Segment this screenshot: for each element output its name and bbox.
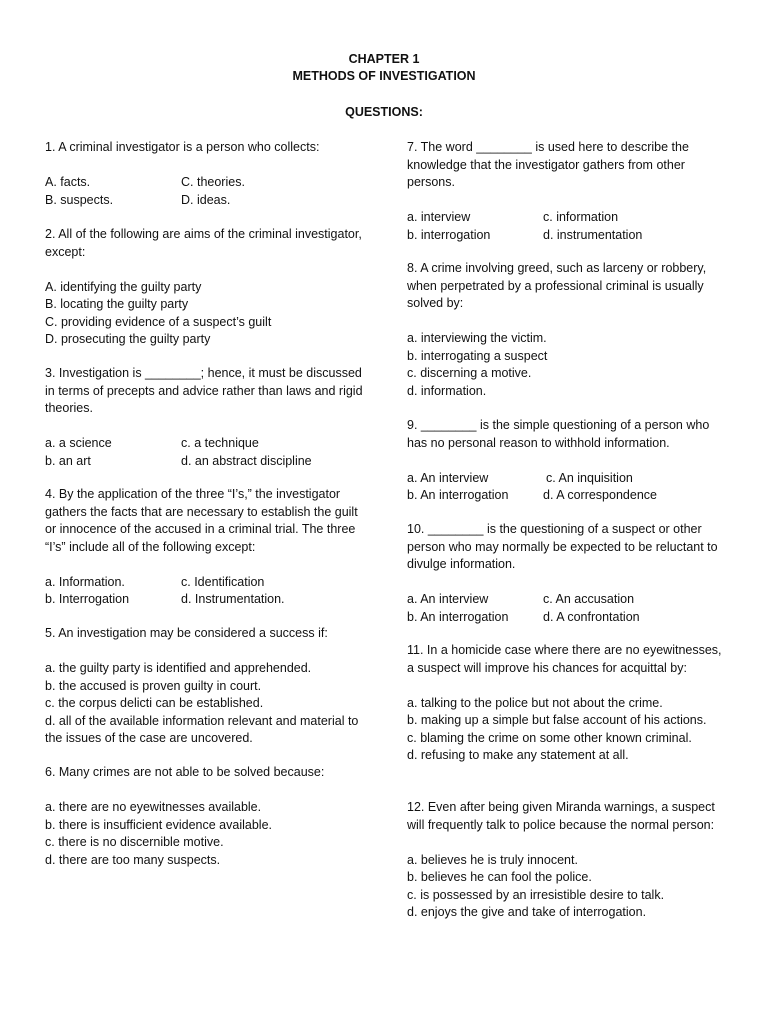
option-a: a. there are no eyewitnesses available. bbox=[45, 800, 262, 814]
option-c: c. information bbox=[543, 210, 619, 224]
option-d: d. refusing to make any statement at all. bbox=[407, 748, 629, 762]
option-c: c. the corpus delicti can be established. bbox=[45, 696, 264, 710]
option-b: b. believes he can fool the police. bbox=[407, 870, 592, 884]
questions-label: QUESTIONS: bbox=[345, 105, 423, 119]
question-2 bbox=[45, 226, 365, 349]
question-11 bbox=[407, 642, 727, 765]
option-b: b. the accused is proven guilty in court. bbox=[45, 678, 262, 693]
question-6 bbox=[45, 764, 365, 869]
options bbox=[407, 209, 727, 244]
option-c: c. is possessed by an irresistible desire to talk. bbox=[407, 887, 665, 902]
question-text: 5. An investigation may be considered a success if: bbox=[45, 626, 328, 640]
options-row bbox=[45, 591, 365, 609]
option-d: d. information. bbox=[407, 383, 487, 398]
option-c: c. An accusation bbox=[543, 592, 635, 606]
option-a: a. An interview bbox=[407, 470, 489, 485]
option-a: a. a science bbox=[45, 436, 112, 450]
option-d: d. A confrontation bbox=[543, 609, 640, 624]
question-text: 3. Investigation is ________; hence, it must be discussed in terms of precepts and advice rather than laws and rigid theories. bbox=[45, 366, 363, 415]
option-a: A. facts. bbox=[45, 175, 91, 189]
option-c: c. discerning a motive. bbox=[407, 366, 532, 380]
question-text: 8. A crime involving greed, such as larceny or robbery, when perpetrated by a professional criminal is usually solved by: bbox=[407, 261, 707, 310]
options bbox=[45, 279, 365, 349]
question-text: 7. The word ________ is used here to describe the knowledge that the investigator gathers from other persons. bbox=[407, 140, 689, 189]
question-text: 11. In a homicide case where there are no eyewitnesses, a suspect will improve his chances for acquittal by: bbox=[407, 643, 722, 675]
option-d: d. all of the available information relevant and material to the issues of the case are uncovered. bbox=[45, 713, 359, 745]
options bbox=[45, 435, 365, 470]
question-text: 10. ________ is the questioning of a suspect or other person who may normally be expected to be reluctant to divulge information. bbox=[407, 522, 718, 571]
option-b: b. an art bbox=[45, 453, 91, 468]
options-row bbox=[407, 227, 727, 245]
option-c: C. theories. bbox=[181, 175, 245, 189]
options-row bbox=[45, 174, 365, 192]
question-text: 9. ________ is the simple questioning of a person who has no personal reason to withhold information. bbox=[407, 418, 710, 450]
chapter-title: METHODS OF INVESTIGATION bbox=[292, 69, 476, 83]
option-d: D. ideas. bbox=[181, 192, 231, 207]
option-d: d. Instrumentation. bbox=[181, 592, 285, 606]
question-text: 2. All of the following are aims of the criminal investigator, except: bbox=[45, 227, 362, 259]
option-b: b. An interrogation bbox=[407, 488, 509, 502]
options-row bbox=[407, 470, 727, 488]
question-9 bbox=[407, 417, 727, 505]
option-c: c. An inquisition bbox=[546, 470, 633, 485]
option-d: d. instrumentation bbox=[543, 227, 643, 242]
option-b: B. locating the guilty party bbox=[45, 297, 189, 311]
options-row bbox=[45, 453, 365, 471]
options bbox=[407, 695, 727, 765]
option-c: c. there is no discernible motive. bbox=[45, 835, 224, 849]
options bbox=[407, 852, 727, 922]
options bbox=[45, 574, 365, 609]
option-c: c. a technique bbox=[181, 436, 259, 450]
question-10 bbox=[407, 521, 727, 626]
options-row bbox=[407, 591, 727, 609]
option-b: b. there is insufficient evidence available. bbox=[45, 817, 272, 832]
options-row bbox=[45, 574, 365, 592]
option-a: a. believes he is truly innocent. bbox=[407, 852, 578, 867]
option-d: d. an abstract discipline bbox=[181, 453, 312, 468]
chapter-heading: CHAPTER 1 bbox=[348, 52, 420, 66]
options bbox=[407, 470, 727, 505]
option-b: b. Interrogation bbox=[45, 592, 130, 606]
option-a: a. the guilty party is identified and apprehended. bbox=[45, 661, 312, 675]
question-text: 12. Even after being given Miranda warnings, a suspect will frequently talk to police because the normal person: bbox=[407, 800, 715, 832]
option-b: b. making up a simple but false account of his actions. bbox=[407, 713, 707, 727]
question-12 bbox=[407, 799, 727, 922]
option-d: D. prosecuting the guilty party bbox=[45, 332, 211, 346]
question-text: 1. A criminal investigator is a person who collects: bbox=[45, 140, 320, 154]
option-c: c. Identification bbox=[181, 574, 265, 589]
question-7 bbox=[407, 139, 727, 244]
option-a: a. An interview bbox=[407, 592, 489, 606]
options bbox=[45, 174, 365, 209]
option-d: d. there are too many suspects. bbox=[45, 852, 221, 867]
question-8 bbox=[407, 260, 727, 400]
options bbox=[407, 591, 727, 626]
question-5 bbox=[45, 625, 365, 748]
option-a: a. interviewing the victim. bbox=[407, 331, 547, 345]
option-c: C. providing evidence of a suspect’s guilt bbox=[45, 314, 272, 329]
option-a: a. Information. bbox=[45, 574, 125, 589]
options-row bbox=[407, 609, 727, 627]
options bbox=[407, 330, 727, 400]
question-4 bbox=[45, 486, 365, 609]
question-text: 6. Many crimes are not able to be solved because: bbox=[45, 765, 325, 779]
question-3 bbox=[45, 365, 365, 470]
option-b: b. An interrogation bbox=[407, 609, 509, 624]
option-c: c. blaming the crime on some other known criminal. bbox=[407, 730, 692, 745]
options-row bbox=[407, 209, 727, 227]
option-d: d. enjoys the give and take of interrogation. bbox=[407, 905, 647, 919]
option-a: A. identifying the guilty party bbox=[45, 279, 202, 294]
question-1 bbox=[45, 139, 365, 209]
options-row bbox=[407, 487, 727, 505]
options bbox=[45, 660, 365, 748]
options bbox=[45, 799, 365, 869]
option-b: B. suspects. bbox=[45, 192, 114, 207]
option-a: a. talking to the police but not about the crime. bbox=[407, 695, 663, 710]
option-b: b. interrogating a suspect bbox=[407, 348, 548, 363]
options-row bbox=[45, 192, 365, 210]
option-d: d. A correspondence bbox=[543, 488, 657, 502]
option-a: a. interview bbox=[407, 210, 471, 224]
option-b: b. interrogation bbox=[407, 227, 491, 242]
question-text: 4. By the application of the three “I’s,” the investigator gathers the facts that are necessary to establish the guilt or innocence of the accused in a criminal trial. The three “I’s” include all of the following except: bbox=[45, 487, 358, 554]
options-row bbox=[45, 435, 365, 453]
